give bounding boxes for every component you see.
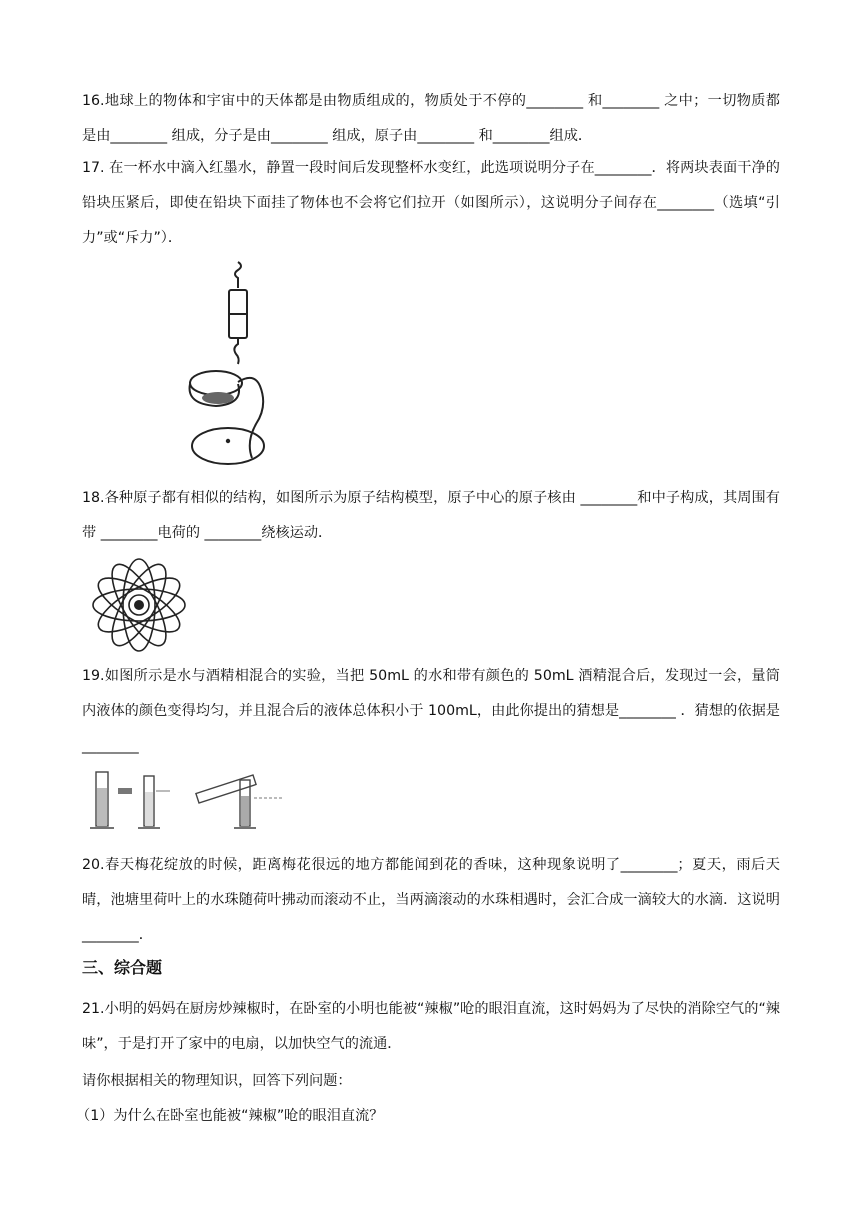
- question-21-sub-1: （1）为什么在卧室也能被“辣椒”呛的眼泪直流？: [76, 1108, 384, 1124]
- mixing-cylinders-figure: [86, 766, 316, 836]
- question-21-prompt: 请你根据相关的物理知识，回答下列问题：: [82, 1073, 352, 1089]
- question-16: 16.地球上的物体和宇宙中的天体都是由物质组成的，物质处于不停的________ 和________ 之中；一切物质都是由________ 组成，分子是由________ 组成，原子由________ 和________组成．: [82, 93, 780, 144]
- section-heading: 三、综合题: [82, 958, 163, 977]
- lead-blocks-figure: [178, 258, 286, 468]
- question-21: 21.小明的妈妈在厨房炒辣椒时，在卧室的小明也能被“辣椒”呛的眼泪直流，这时妈妈为了尽快的消除空气的“辣味”，于是打开了家中的电扇，以加快空气的流通．: [82, 1001, 780, 1052]
- question-19: 19.如图所示是水与酒精相混合的实验，当把 50mL 的水和带有颜色的 50mL 酒精混合后，发现过一会，量筒内液体的颜色变得均匀，并且混合后的液体总体积小于 100mL，由此你提出的猜想是________ ．猜想的依据是________: [82, 668, 780, 754]
- question-20: 20.春天梅花绽放的时候，距离梅花很远的地方都能闻到花的香味，这种现象说明了________；夏天，雨后天晴，池塘里荷叶上的水珠随荷叶拂动而滚动不止，当两滴滚动的水珠相遇时，会汇合成一滴较大的水滴．这说明________．: [82, 857, 780, 943]
- atom-model-figure: [90, 556, 188, 654]
- question-17: 17. 在一杯水中滴入红墨水，静置一段时间后发现整杯水变红，此选项说明分子在________．将两块表面干净的铅块压紧后，即使在铅块下面挂了物体也不会将它们拉开（如图所示），这说明分子间存在________（选填“引力”或“斥力”）．: [82, 160, 780, 246]
- question-18: 18.各种原子都有相似的结构，如图所示为原子结构模型，原子中心的原子核由 ________和中子构成，其周围有带 ________电荷的 ________绕核运动．: [82, 490, 780, 541]
